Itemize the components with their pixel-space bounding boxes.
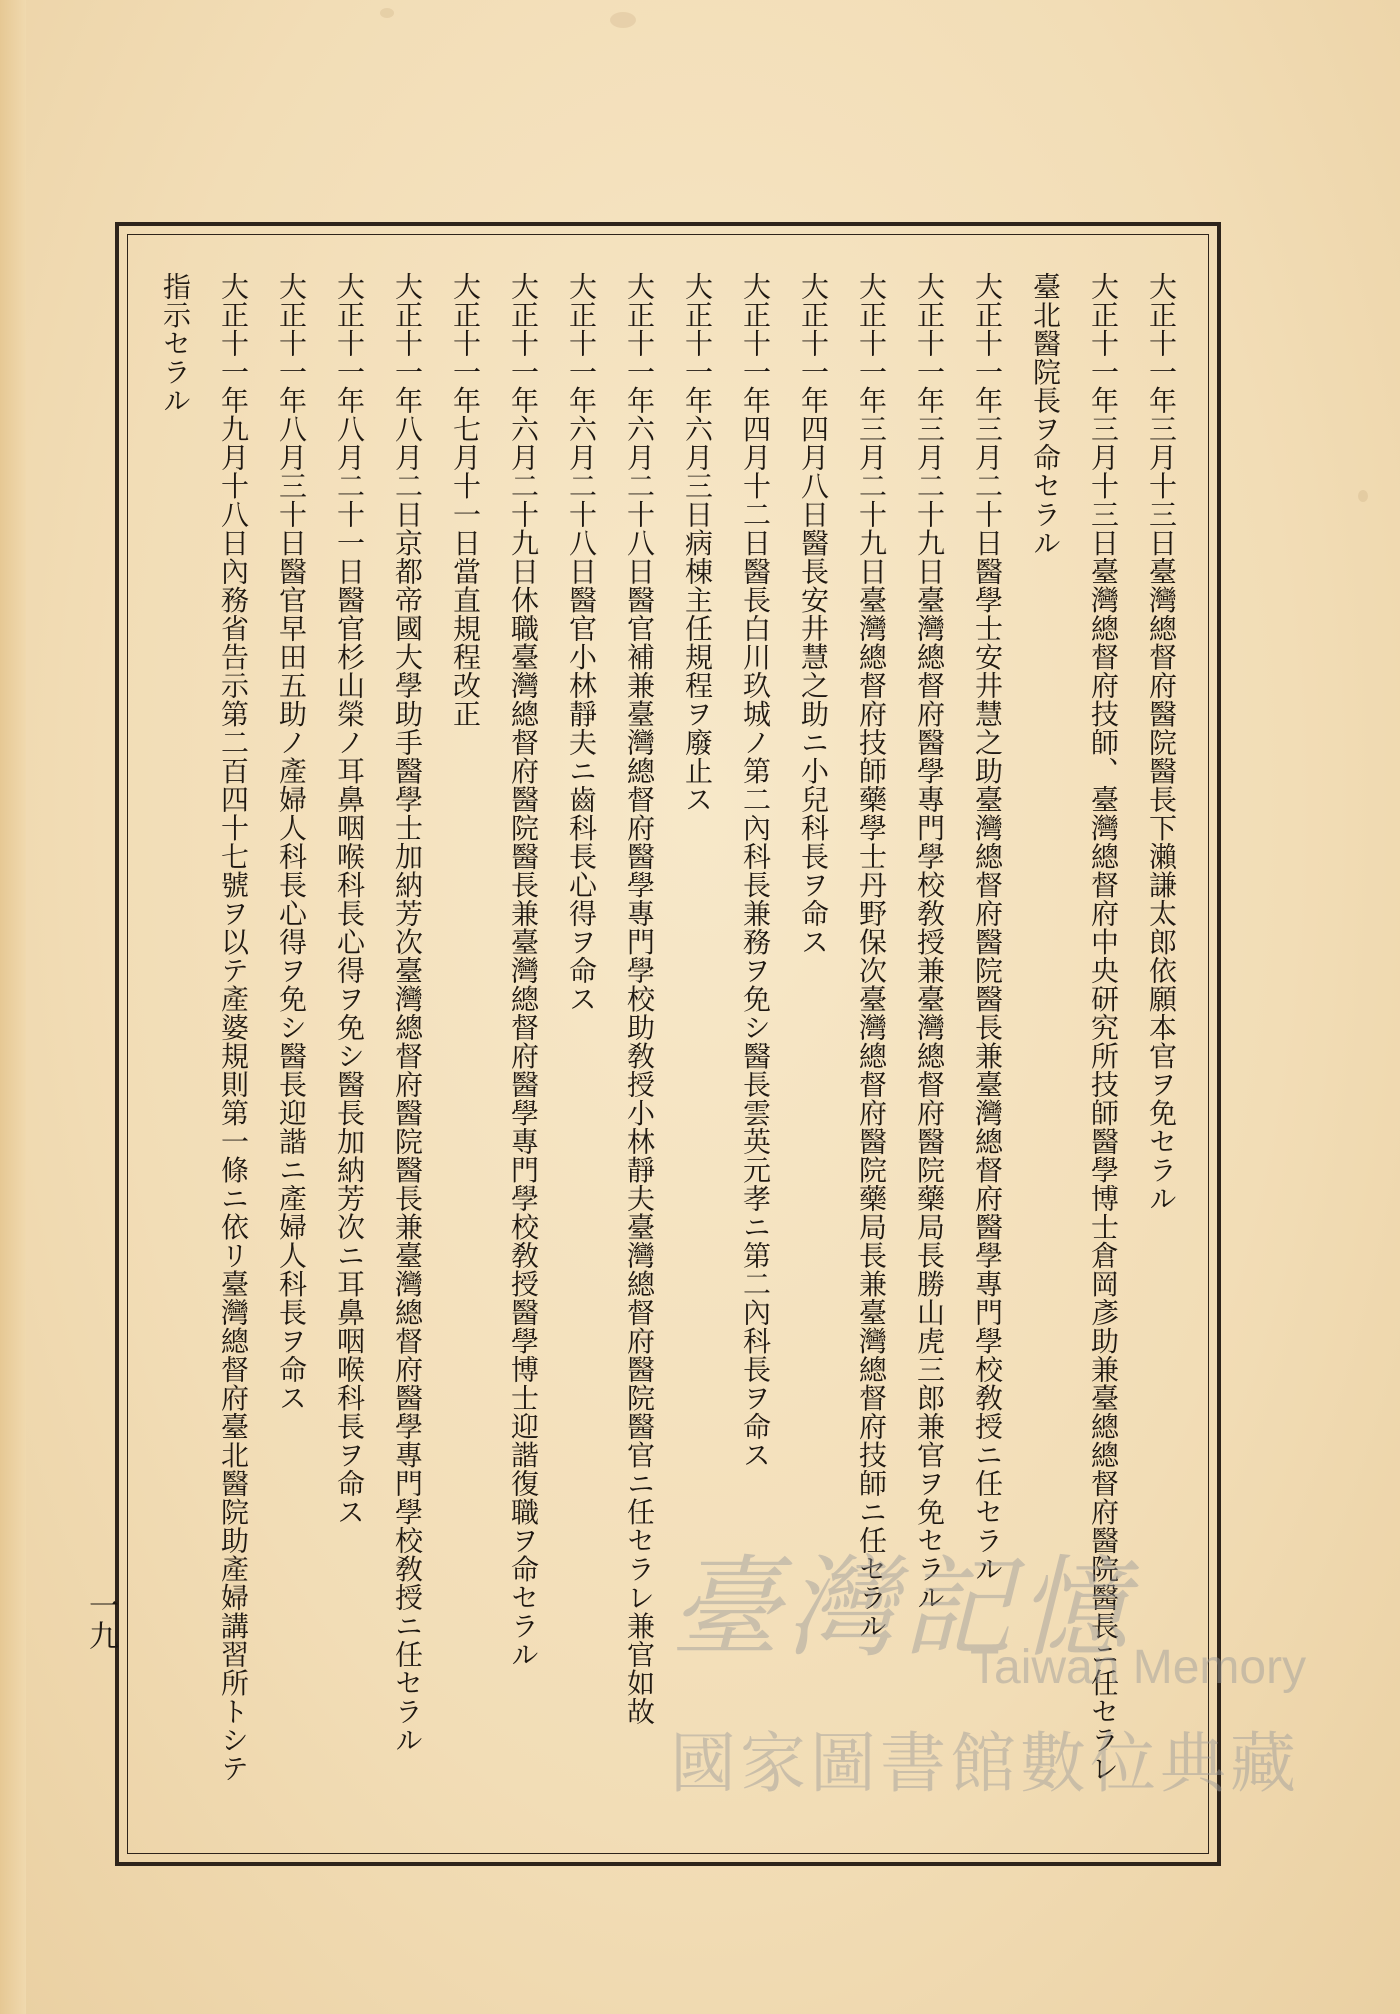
page-number: 一九	[83, 1590, 118, 1650]
text-line: 大正十一年三月十三日臺灣總督府技師、臺灣總督府中央研究所技師醫學博士倉岡彥助兼臺總總督府醫院醫長ニ任セラレ	[1087, 272, 1120, 1783]
paper-stain	[610, 12, 636, 28]
text-line: 大正十一年七月十一日當直規程改正	[449, 272, 482, 728]
paper-stain	[380, 8, 394, 18]
text-line: 大正十一年六月二十八日醫官補兼臺灣總督府醫學專門學校助敎授小林靜夫臺灣總督府醫院醫官ニ任セラレ兼官如故	[623, 272, 656, 1726]
text-line: 大正十一年八月二日京都帝國大學助手醫學士加納芳次臺灣總督府醫院醫長兼臺灣總督府醫學專門學校敎授ニ任セラル	[391, 272, 424, 1754]
text-line: 大正十一年四月八日醫長安井慧之助ニ小兒科長ヲ命ス	[797, 272, 830, 956]
text-line: 大正十一年三月二十九日臺灣總督府醫學專門學校敎授兼臺灣總督府醫院藥局長勝山虎三郎兼官ヲ免セラル	[913, 272, 946, 1612]
text-line: 大正十一年三月二十九日臺灣總督府技師藥學士丹野保次臺灣總督府醫院藥局長兼臺灣總督府技師ニ任セラル	[855, 272, 888, 1640]
text-line: 大正十一年六月二十八日醫官小林靜夫ニ齒科長心得ヲ命ス	[565, 272, 598, 1013]
text-line: 大正十一年六月三日病棟主任規程ヲ廢止ス	[681, 272, 714, 814]
text-line: 指示セラル	[159, 272, 192, 415]
watermark-english: Taiwan Memory	[970, 1641, 1307, 1694]
text-line: 大正十一年八月二十一日醫官杉山榮ノ耳鼻咽喉科長心得ヲ免シ醫長加納芳次ニ耳鼻咽喉科長ヲ命ス	[333, 272, 366, 1526]
text-line: 大正十一年三月十三日臺灣總督府醫院醫長下瀨謙太郎依願本官ヲ免セラル	[1145, 272, 1178, 1213]
watermark-title: 臺灣記憶	[670, 1544, 1134, 1672]
watermark	[670, 1520, 1310, 1850]
page-edge	[0, 0, 26, 2014]
text-line: 臺北醫院長ヲ命セラル	[1029, 272, 1062, 557]
text-line: 大正十一年三月二十日醫學士安井慧之助臺灣總督府醫院醫長兼臺灣總督府醫學專門學校敎授ニ任セラル	[971, 272, 1004, 1583]
text-line: 大正十一年四月十二日醫長白川玖城ノ第二內科長兼務ヲ免シ醫長雲英元孝ニ第二內科長ヲ命ス	[739, 272, 772, 1469]
text-line: 大正十一年九月十八日內務省告示第二百四十七號ヲ以テ產婆規則第一條ニ依リ臺灣總督府臺北醫院助產婦講習所トシテ	[217, 272, 250, 1783]
watermark-subtitle: 國家圖書館數位典藏	[670, 1725, 1300, 1802]
paper-stain	[1358, 490, 1368, 502]
text-line: 大正十一年六月二十九日休職臺灣總督府醫院醫長兼臺灣總督府醫學專門學校敎授醫學博士迎諧復職ヲ命セラル	[507, 272, 540, 1669]
text-line: 大正十一年八月三十日醫官早田五助ノ產婦人科長心得ヲ免シ醫長迎諧ニ產婦人科長ヲ命ス	[275, 272, 308, 1412]
